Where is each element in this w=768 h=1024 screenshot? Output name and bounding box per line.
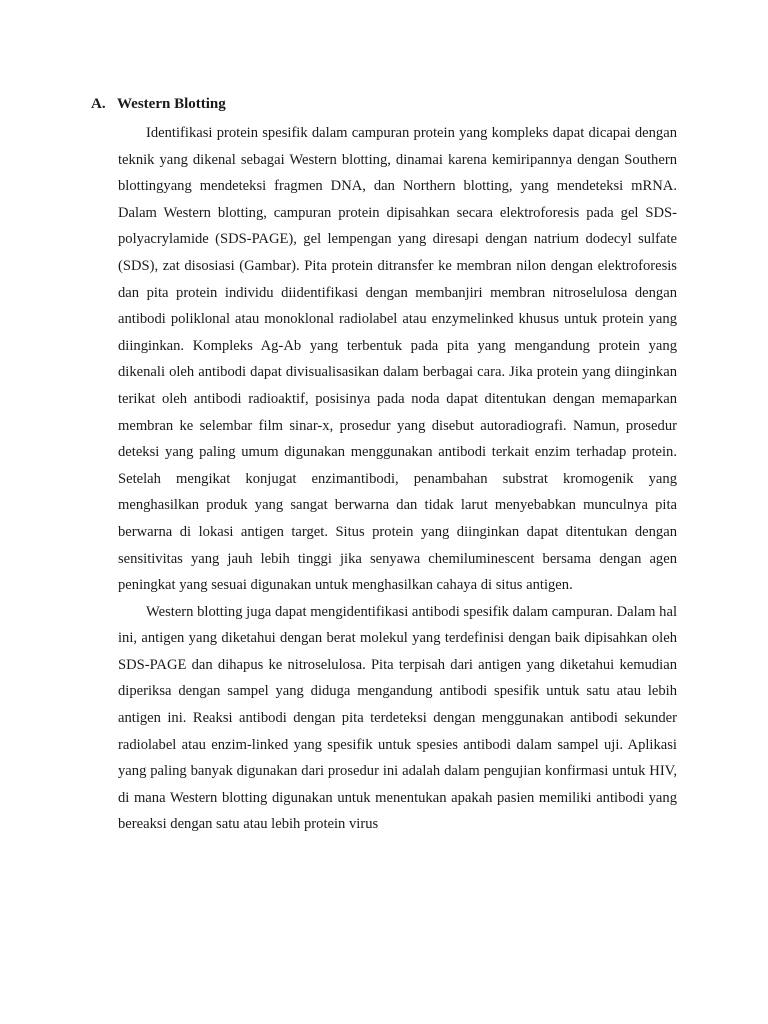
section-number: A. (91, 96, 106, 112)
section-heading (91, 93, 226, 115)
paragraph-2: Western blotting juga dapat mengidentifikasi antibodi spesifik dalam campuran. Dalam hal ini, antigen yang diketahui dengan berat molekul yang terdefinisi dengan baik dipisahkan oleh SDS-PAGE dan dihapus ke nitroselulosa. Pita terpisah dari antigen yang diketahui kemudian diperiksa dengan sampel yang diduga mengandung antibodi spesifik untuk satu atau lebih antigen ini. Reaksi antibodi dengan pita terdeteksi dengan menggunakan antibodi sekunder radiolabel atau enzim-linked yang spesifik untuk spesies antibodi dalam sampel uji. Aplikasi yang paling banyak digunakan dari prosedur ini adalah dalam pengujian konfirmasi untuk HIV, di mana Western blotting digunakan untuk menentukan apakah pasien memiliki antibodi yang bereaksi dengan satu atau lebih protein virus (118, 603, 677, 833)
section-body (118, 120, 677, 838)
paragraph-1: Identifikasi protein spesifik dalam campuran protein yang kompleks dapat dicapai dengan teknik yang dikenal sebagai Western blotting, dinamai karena kemiripannya dengan Southern blottingyang mendeteksi fragmen DNA, dan Northern blotting, yang mendeteksi mRNA. Dalam Western blotting, campuran protein dipisahkan secara elektroforesis pada gel SDS-polyacrylamide (SDS-PAGE), gel lempengan yang diresapi dengan natrium dodecyl sulfate (SDS), zat disosiasi (Gambar). Pita protein ditransfer ke membran nilon dengan elektroforesis dan pita protein individu diidentifikasi dengan membanjiri membran nitroselulosa dengan antibodi poliklonal atau monoklonal radiolabel atau enzymelinked khusus untuk protein yang diinginkan. Kompleks Ag-Ab yang terbentuk pada pita yang mengandung protein yang dikenali oleh antibodi dapat divisualisasikan dalam berbagai cara. Jika protein yang diinginkan terikat oleh antibodi radioaktif, posisinya pada noda dapat ditentukan dengan memaparkan membran ke selembar film sinar-x, prosedur yang disebut autoradiografi. Namun, prosedur deteksi yang paling umum digunakan menggunakan antibodi terkait enzim terhadap protein. Setelah mengikat konjugat enzimantibodi, penambahan substrat kromogenik yang menghasilkan produk yang sangat berwarna dan tidak larut menyebabkan munculnya pita berwarna di lokasi antigen target. Situs protein yang diinginkan dapat ditentukan dengan sensitivitas yang jauh lebih tinggi jika senyawa chemiluminescent bersama dengan agen peningkat yang sesuai digunakan untuk menghasilkan cahaya di situs antigen. (118, 125, 677, 594)
section-title: Western Blotting (117, 96, 226, 112)
